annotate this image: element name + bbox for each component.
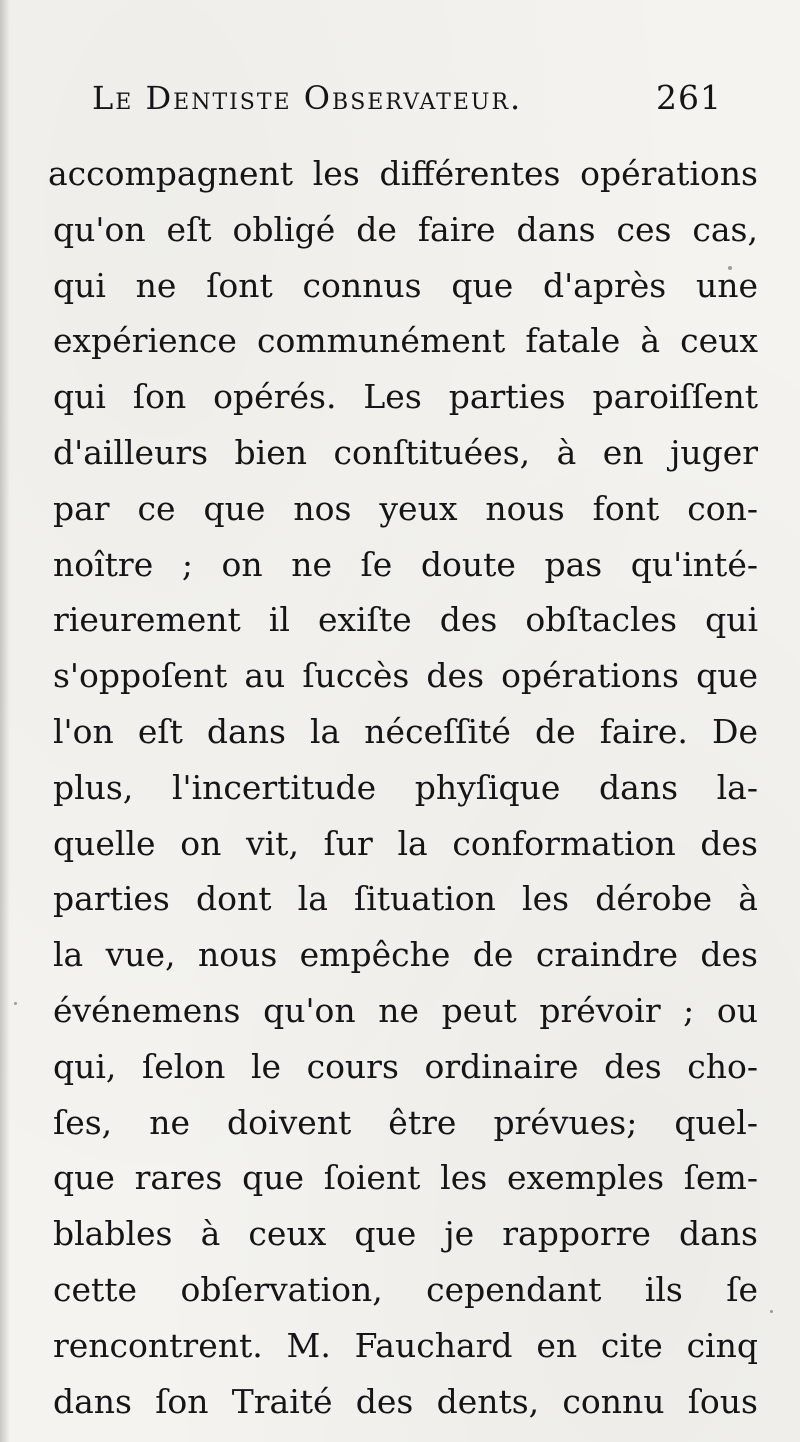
text-line: l'on eſt dans la néceſſité de faire. De: [53, 711, 758, 751]
text-line: accompagnent les différentes opérations: [48, 154, 758, 193]
text-line: blables à ceux que je rapporre dans: [53, 1214, 758, 1254]
text-line: que rares que ſoient les exemples ſem-: [53, 1158, 758, 1198]
text-line: plus, l'incertitude phyſique dans la-: [53, 767, 758, 807]
running-head-title: Le Dentiste Observateur.: [92, 79, 523, 117]
text-line: événemens qu'on ne peut prévoir ; ou: [53, 990, 758, 1030]
text-line: par ce que nos yeux nous font con-: [53, 488, 758, 528]
text-line: cette obſervation, cependant ils ſe: [53, 1269, 758, 1309]
text-line: qui ſon opérés. Les parties paroiſſent: [53, 377, 758, 417]
text-line: qui ne ſont connus que d'après une: [53, 265, 758, 305]
paper-speck: [452, 1060, 455, 1063]
text-line: expérience communément fatale à ceux: [53, 321, 758, 361]
text-line: ſes, ne doivent être prévues; quel-: [53, 1102, 758, 1142]
body-text: [48, 146, 758, 1429]
paper-speck: [770, 1310, 773, 1313]
text-line: qu'on eſt obligé de faire dans ces cas,: [53, 209, 758, 249]
paper-speck: [728, 266, 732, 270]
running-head: [92, 78, 722, 128]
text-line: s'oppoſent au ſuccès des opérations que: [53, 656, 758, 696]
text-line: parties dont la ſituation les dérobe à: [53, 879, 758, 919]
paper-speck: [14, 1002, 17, 1005]
text-line: rieurement il exiſte des obſtacles qui: [53, 600, 758, 640]
text-line: qui, ſelon le cours ordinaire des cho-: [53, 1046, 758, 1086]
text-line: rencontrent. M. Fauchard en cite cinq: [53, 1325, 758, 1365]
text-line: dans ſon Traité des dents, connu ſous: [53, 1381, 758, 1421]
text-line: quelle on vit, ſur la conformation des: [53, 823, 758, 863]
text-line: noître ; on ne ſe doute pas qu'inté-: [53, 544, 758, 584]
page-number: 261: [656, 78, 722, 117]
text-line: la vue, nous empêche de craindre des: [53, 935, 758, 975]
page-edge-shadow: [0, 0, 10, 1442]
text-line: d'ailleurs bien conſtituées, à en juger: [53, 432, 758, 472]
